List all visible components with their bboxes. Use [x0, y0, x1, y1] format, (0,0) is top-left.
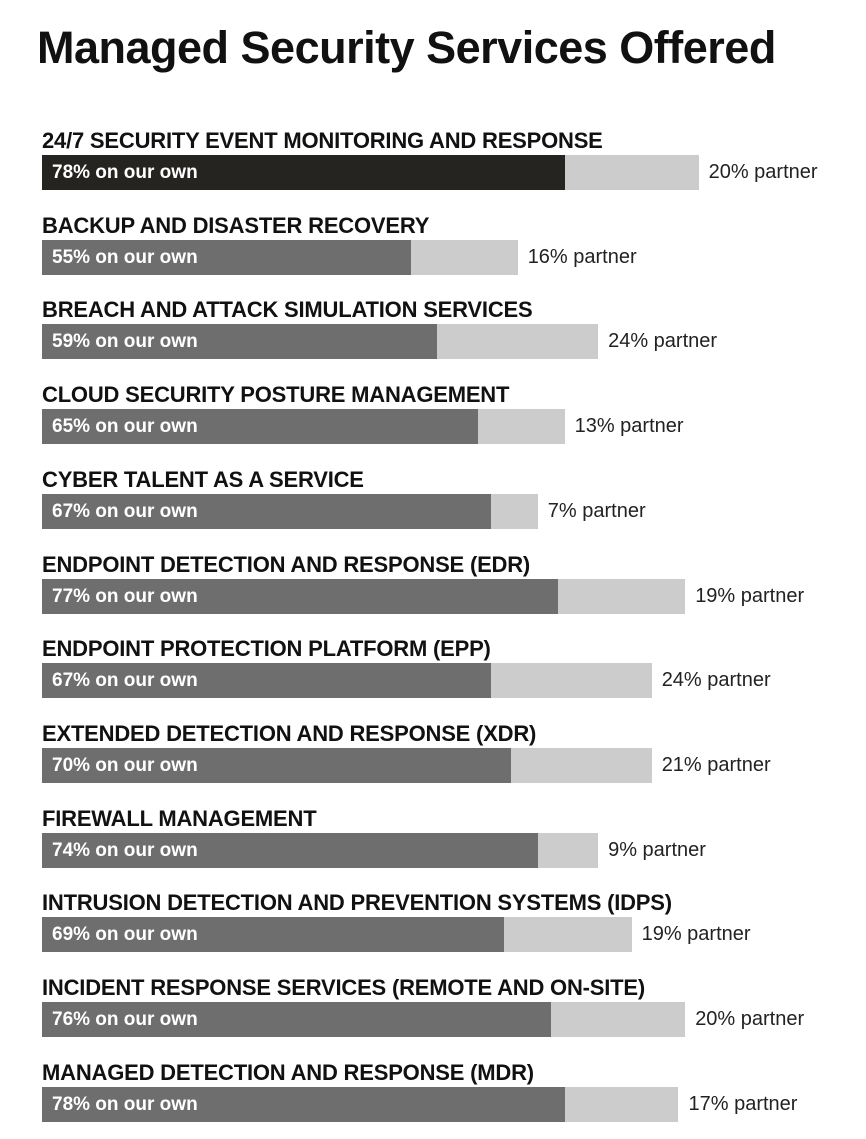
bar-track	[42, 494, 646, 529]
bar-segment-partner	[565, 155, 699, 190]
bar-segment-partner	[437, 324, 598, 359]
category-label: CYBER TALENT AS A SERVICE	[42, 466, 364, 492]
category-label: ENDPOINT DETECTION AND RESPONSE (EDR)	[42, 551, 531, 577]
bar-segment-partner	[478, 409, 565, 444]
bar-track	[42, 663, 771, 698]
bar-track	[42, 324, 718, 359]
partner-value-label: 9% partner	[608, 838, 706, 861]
bar-row	[42, 805, 862, 885]
bar-row	[42, 889, 862, 969]
bar-segment-partner	[565, 1087, 679, 1122]
own-value-label: 55% on our own	[52, 246, 198, 268]
bar-segment-partner	[558, 579, 685, 614]
own-value-label: 77% on our own	[52, 585, 198, 607]
category-label: BREACH AND ATTACK SIMULATION SERVICES	[42, 297, 533, 323]
category-label: CLOUD SECURITY POSTURE MANAGEMENT	[42, 382, 510, 408]
partner-value-label: 24% partner	[661, 669, 771, 692]
own-value-label: 59% on our own	[52, 331, 198, 353]
partner-value-label: 24% partner	[608, 330, 718, 353]
bar-track	[42, 240, 637, 275]
bar-row	[42, 296, 862, 376]
bar-track	[42, 833, 706, 868]
partner-value-label: 21% partner	[661, 753, 771, 776]
own-value-label: 69% on our own	[52, 924, 198, 946]
category-label: MANAGED DETECTION AND RESPONSE (MDR)	[42, 1059, 534, 1085]
bar-row	[42, 635, 862, 715]
partner-value-label: 17% partner	[688, 1092, 798, 1115]
category-label: ENDPOINT PROTECTION PLATFORM (EPP)	[42, 636, 491, 662]
own-value-label: 74% on our own	[52, 839, 198, 861]
partner-value-label: 20% partner	[708, 161, 818, 183]
bar-track	[42, 155, 818, 190]
bar-row	[42, 551, 862, 631]
own-value-label: 78% on our own	[52, 1093, 198, 1115]
bar-row	[42, 1059, 862, 1139]
category-label: 24/7 SECURITY EVENT MONITORING AND RESPONSE	[42, 128, 603, 153]
bar-row	[42, 466, 862, 546]
bar-row	[42, 974, 862, 1054]
bar-segment-partner	[504, 917, 631, 952]
bar-track	[42, 917, 751, 952]
partner-value-label: 7% partner	[547, 499, 646, 522]
bar-row	[42, 720, 862, 800]
partner-value-label: 20% partner	[695, 1008, 805, 1030]
category-label: INCIDENT RESPONSE SERVICES (REMOTE AND ON-SITE)	[42, 975, 646, 1000]
own-value-label: 67% on our own	[52, 500, 198, 522]
bar-segment-partner	[551, 1002, 685, 1037]
bar-segment-partner	[411, 240, 518, 275]
bar-track	[42, 579, 805, 614]
own-value-label: 78% on our own	[52, 162, 198, 183]
category-label: INTRUSION DETECTION AND PREVENTION SYSTEMS (IDPS)	[42, 890, 672, 916]
bar-segment-partner	[491, 494, 538, 529]
own-value-label: 65% on our own	[52, 416, 198, 438]
category-label: FIREWALL MANAGEMENT	[42, 805, 317, 831]
partner-value-label: 19% partner	[695, 584, 805, 607]
bar-row	[42, 212, 862, 292]
bar-track	[42, 748, 771, 783]
category-label: BACKUP AND DISASTER RECOVERY	[42, 212, 430, 238]
bar-track	[42, 1002, 805, 1037]
category-label: EXTENDED DETECTION AND RESPONSE (XDR)	[42, 720, 537, 746]
bar-segment-partner	[538, 833, 598, 868]
own-value-label: 70% on our own	[52, 754, 198, 776]
chart-title: Managed Security Services Offered	[37, 22, 776, 73]
own-value-label: 67% on our own	[52, 670, 198, 692]
partner-value-label: 16% partner	[527, 245, 637, 268]
bar-row	[42, 381, 862, 461]
own-value-label: 76% on our own	[52, 1009, 198, 1030]
partner-value-label: 19% partner	[641, 923, 751, 946]
bar-segment-partner	[511, 748, 652, 783]
bar-track	[42, 1087, 798, 1122]
partner-value-label: 13% partner	[574, 415, 684, 438]
bar-row	[42, 127, 862, 207]
bar-segment-partner	[491, 663, 652, 698]
bar-track	[42, 409, 684, 444]
